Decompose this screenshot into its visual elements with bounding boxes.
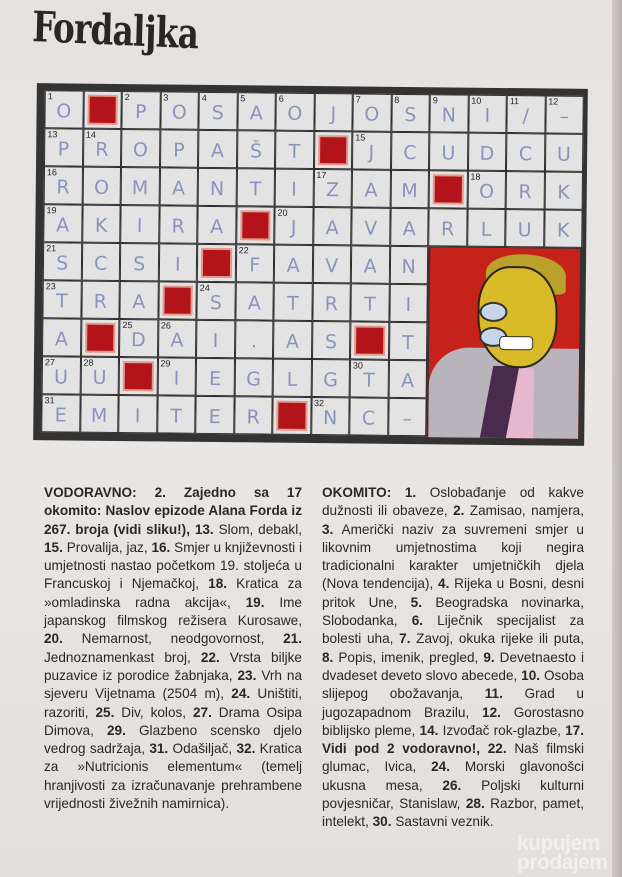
crossword-cell[interactable] <box>119 319 158 357</box>
crossword-cell[interactable] <box>391 94 430 132</box>
crossword-cell[interactable] <box>82 205 121 243</box>
crossword-cell[interactable] <box>42 356 81 394</box>
crossword-cell[interactable] <box>313 169 352 207</box>
handwritten-letter: R <box>93 290 108 313</box>
crossword-cell[interactable] <box>43 242 82 280</box>
clues-heading: OKOMITO: <box>322 485 405 500</box>
crossword-cell[interactable] <box>313 207 352 245</box>
watermark-line-1: kupujem <box>517 832 600 855</box>
crossword-cell[interactable] <box>352 169 391 207</box>
handwritten-letter: N <box>322 407 338 430</box>
clue-number: 15 <box>355 132 366 143</box>
handwritten-letter: C <box>518 143 533 166</box>
handwritten-letter: F <box>249 254 261 277</box>
handwritten-letter: N <box>441 104 457 127</box>
clues-vertical <box>322 484 584 832</box>
handwritten-letter: I <box>174 253 181 276</box>
handwritten-letter: L <box>286 368 298 391</box>
handwritten-letter: U <box>517 219 532 242</box>
handwritten-letter: O <box>171 101 187 124</box>
crossword-cell[interactable] <box>197 206 236 244</box>
crossword-cell[interactable] <box>274 207 313 245</box>
crossword-cell[interactable] <box>429 94 468 132</box>
handwritten-letter: C <box>361 407 376 430</box>
handwritten-letter: A <box>249 102 263 125</box>
clue-item: 28. Razbor, pamet, intelekt, <box>322 796 584 830</box>
handwritten-letter: I <box>405 293 412 317</box>
page-edge <box>612 0 622 877</box>
handwritten-letter: D <box>479 142 495 165</box>
crossword-cell[interactable] <box>196 358 235 396</box>
clue-number: 32 <box>313 398 325 409</box>
handwritten-letter: R <box>246 406 260 429</box>
crossword-cell[interactable] <box>80 357 119 395</box>
crossword-cell[interactable] <box>42 318 81 356</box>
handwritten-letter: I <box>291 178 297 201</box>
crossword-cell[interactable] <box>350 283 389 321</box>
crossword-cell[interactable] <box>234 396 273 434</box>
clue-item: 25. Div, kolos, <box>95 704 193 720</box>
clue-item: 7. Zavoj, okuka rijeke ili puta, <box>399 631 584 647</box>
crossword-cell[interactable] <box>544 133 583 171</box>
clue-item: 11. Grad u jugozapadnom Brazilu, <box>322 686 584 720</box>
handwritten-letter: R <box>518 181 532 204</box>
handwritten-letter: I <box>134 405 141 428</box>
crossword-cell[interactable] <box>83 129 122 167</box>
clue-number: 26 <box>160 320 171 331</box>
crossword-cell[interactable] <box>157 357 196 395</box>
crossword-cell[interactable] <box>160 91 199 129</box>
clue-item: 4. Rijeka u Bosni, desni pritok Une, <box>322 576 584 610</box>
black-square <box>158 281 197 319</box>
crossword-cell[interactable] <box>235 282 274 320</box>
clue-item: 14. Izvođač rok-glazbe, <box>419 722 566 738</box>
clue-number: 8 <box>394 94 400 105</box>
clue-number: 18 <box>470 171 481 182</box>
clue-item: 13. Slom, debakl, <box>194 521 302 537</box>
handwritten-letter: . <box>250 330 258 353</box>
clue-number: 4 <box>201 92 207 103</box>
clue-number: 29 <box>160 358 171 369</box>
handwritten-letter: M <box>131 177 149 200</box>
handwritten-letter: G <box>246 368 262 391</box>
handwritten-letter: O <box>478 180 495 203</box>
crossword-cell[interactable] <box>389 322 428 360</box>
crossword-cell[interactable] <box>196 320 235 358</box>
handwritten-letter: M <box>401 179 418 203</box>
handwritten-letter: Z <box>325 179 340 202</box>
crossword-cell[interactable] <box>390 208 429 246</box>
handwritten-letter: V <box>364 217 378 240</box>
crossword-cell[interactable] <box>312 245 351 283</box>
clue-number: 1 <box>47 91 53 102</box>
clue-number: 23 <box>45 281 56 292</box>
clue-number: 25 <box>122 320 133 331</box>
clue-number: 14 <box>85 129 96 140</box>
clue-number: 19 <box>46 205 57 216</box>
clue-number: 30 <box>352 360 364 371</box>
crossword-cell[interactable] <box>312 321 351 359</box>
handwritten-letter: S <box>133 253 146 276</box>
handwritten-letter: S <box>324 331 338 354</box>
clues-horizontal <box>44 484 302 813</box>
handwritten-letter: O <box>287 102 303 125</box>
handwritten-letter: O <box>93 176 110 199</box>
handwritten-letter: O <box>56 100 72 123</box>
clue-item: 10. Osoba slijepog obožavanja, <box>322 667 584 702</box>
crossword-cell[interactable] <box>350 359 389 397</box>
crossword-cell[interactable] <box>275 169 314 207</box>
handwritten-letter: A <box>363 255 377 278</box>
handwritten-letter: A <box>210 215 224 239</box>
crossword-cell[interactable] <box>389 284 428 322</box>
clue-item: 22. Naš filmski glumac, Ivica, <box>322 741 584 775</box>
crossword-cell[interactable] <box>349 397 388 435</box>
clue-number: 27 <box>44 357 56 368</box>
clue-item: 18. Kratica za »omladinska radna akcija«, <box>44 576 302 610</box>
clue-number: 22 <box>238 245 249 256</box>
crossword-cell[interactable] <box>390 132 429 170</box>
clue-number: 28 <box>83 357 94 368</box>
handwritten-letter: G <box>323 369 339 392</box>
clue-item: 24. Morski glavonošci ukusna mesa, <box>322 759 584 793</box>
handwritten-letter: A <box>247 292 261 315</box>
crossword-cell[interactable] <box>275 131 314 169</box>
crossword-cell[interactable] <box>390 170 429 208</box>
clue-item: 26. Poljski kulturni povjesničar, Stanislaw, <box>322 777 584 812</box>
handwritten-letter: U <box>92 366 107 389</box>
watermark-line-2: prodajem <box>517 851 608 874</box>
clue-number: 5 <box>240 93 246 104</box>
clue-item: 16. Smjer u književnosti i umjetnosti nastao početkom 19. stoljeća u Francuskoj i Njemačkoj, <box>44 539 302 592</box>
handwritten-letter: A <box>325 217 339 240</box>
grin-shape <box>499 336 533 350</box>
crossword-cell[interactable] <box>275 93 314 131</box>
handwritten-letter: O <box>132 139 149 162</box>
black-square <box>81 319 120 357</box>
crossword-cell[interactable] <box>120 243 159 281</box>
clue-item: 20. Nemarnost, neodgovornost, <box>44 631 284 647</box>
crossword-cell[interactable] <box>81 243 120 281</box>
handwritten-letter: E <box>54 404 67 427</box>
handwritten-letter: N <box>401 255 416 279</box>
clue-number: 11 <box>509 96 520 107</box>
clue-number: 3 <box>163 92 169 103</box>
clue-item: 12. Gorostasno biblijsko pleme, <box>322 704 584 738</box>
handwritten-letter: Š <box>249 140 263 163</box>
handwritten-letter: I <box>484 104 491 127</box>
crossword-cell[interactable] <box>544 209 583 247</box>
crossword-cell[interactable] <box>198 168 237 206</box>
crossword-cell[interactable] <box>351 245 390 283</box>
crossword-cell[interactable] <box>119 281 158 319</box>
crossword-cell[interactable] <box>388 398 427 436</box>
clue-item: 31. Odašiljač, <box>149 741 237 757</box>
handwritten-letter: I <box>173 367 180 390</box>
handwritten-letter: A <box>170 329 184 352</box>
puzzle-title: Fordaljka <box>31 2 199 59</box>
handwritten-letter: S <box>56 252 69 275</box>
handwritten-letter: I <box>136 215 143 238</box>
crossword-cell[interactable] <box>506 95 545 133</box>
handwritten-letter: – <box>402 407 413 431</box>
crossword-cell[interactable] <box>235 320 274 358</box>
clue-number: 6 <box>278 93 284 104</box>
black-square <box>272 397 311 435</box>
handwritten-letter: L <box>480 218 492 241</box>
crossword-cell[interactable] <box>44 166 83 204</box>
black-square <box>429 170 468 208</box>
handwritten-letter: J <box>368 141 375 164</box>
handwritten-letter: A <box>286 254 300 277</box>
black-square <box>236 206 275 244</box>
clue-number: 2 <box>124 92 130 103</box>
crossword-cell[interactable] <box>160 129 199 167</box>
handwritten-letter: C <box>93 252 108 275</box>
handwritten-letter: T <box>402 331 414 355</box>
handwritten-letter: R <box>171 215 185 238</box>
clue-number: 17 <box>316 170 327 181</box>
crossword-cell[interactable] <box>159 205 198 243</box>
crossword-cell[interactable] <box>121 129 160 167</box>
crossword-cell[interactable] <box>545 95 584 133</box>
handwritten-letter: N <box>209 177 225 201</box>
handwritten-letter: A <box>210 139 225 163</box>
handwritten-letter: A <box>400 369 415 393</box>
crossword-cell[interactable] <box>388 360 427 398</box>
handwritten-letter: J <box>290 216 297 239</box>
clue-item: 9. Devetnaesto i dvadeset deveto slovo abecede, <box>322 649 584 683</box>
crossword-cell[interactable] <box>467 209 506 247</box>
crossword-cell[interactable] <box>121 91 160 129</box>
handwritten-letter: A <box>364 179 378 202</box>
crossword-cell[interactable] <box>195 396 234 434</box>
clue-number: 16 <box>46 167 58 178</box>
black-square <box>197 244 236 282</box>
handwritten-letter: P <box>134 101 147 124</box>
crossword-cell[interactable] <box>121 167 160 205</box>
clue-item: 22. Vrsta biljke puzavice iz porodice žabnjaka, <box>44 649 302 683</box>
handwritten-letter: A <box>402 217 416 241</box>
crossword-cell[interactable] <box>237 130 276 168</box>
clue-number: 24 <box>199 282 210 293</box>
handwritten-letter: A <box>54 328 69 351</box>
handwritten-letter: S <box>209 291 222 315</box>
handwritten-letter: I <box>212 329 219 353</box>
handwritten-letter: T <box>249 178 262 201</box>
clue-item: 17. Vidi pod 2 vodoravno!, <box>322 722 584 757</box>
crossword-cell[interactable] <box>198 92 237 130</box>
handwritten-letter: – <box>559 105 570 128</box>
clue-item: 15. Provalija, jaz, <box>44 539 152 555</box>
handwritten-letter: T <box>363 293 376 316</box>
crossword-cell[interactable] <box>273 321 312 359</box>
crossword-cell[interactable] <box>158 243 197 281</box>
clue-number: 31 <box>44 395 55 406</box>
clue-item: 29. Glazbeno scensko djelo vedrog sadržaja, <box>44 722 302 757</box>
watermark-logo <box>517 834 608 872</box>
crossword-cell[interactable] <box>467 171 506 209</box>
clue-item: 5. Beogradska novinarka, Slobodanka, <box>322 594 584 629</box>
handwritten-letter: A <box>171 177 186 200</box>
handwritten-letter: U <box>53 366 69 389</box>
crossword-cell[interactable] <box>81 281 120 319</box>
crossword-cell[interactable] <box>43 204 82 242</box>
crossword-cell[interactable] <box>118 395 157 433</box>
handwritten-letter: K <box>94 214 108 237</box>
crossword-frame <box>33 83 588 446</box>
crossword-cell[interactable] <box>196 282 235 320</box>
glasses-icon <box>479 302 539 321</box>
handwritten-letter: P <box>57 138 70 161</box>
handwritten-letter: E <box>208 405 221 429</box>
clue-item: 8. Popis, imenik, pregled, <box>322 649 484 665</box>
crossword-cell[interactable] <box>352 93 391 131</box>
handwritten-letter: R <box>56 176 70 199</box>
crossword-cell[interactable] <box>505 209 544 247</box>
crossword-cell[interactable] <box>506 133 545 171</box>
crossword-cell[interactable] <box>352 131 391 169</box>
handwritten-letter: K <box>556 219 570 242</box>
clues-heading: VODORAVNO: <box>44 485 155 500</box>
crossword-cell[interactable] <box>314 93 353 131</box>
handwritten-letter: P <box>173 139 185 162</box>
clue-item: 32. Kratica za »Nutricionis elementum« (temelj hranjivosti za izračunavanje prehrambene vrijednosti živežnih namirnica). <box>44 741 302 812</box>
crossword-cell[interactable] <box>273 359 312 397</box>
crossword-cell[interactable] <box>311 359 350 397</box>
clue-number: 13 <box>47 129 58 140</box>
crossword-cell[interactable] <box>273 283 312 321</box>
character-portrait <box>426 247 580 439</box>
clue-item: 2. Zamisao, namjera, <box>453 503 584 519</box>
crossword-cell[interactable] <box>312 283 351 321</box>
crossword-cell[interactable] <box>389 246 428 284</box>
crossword-cell[interactable] <box>234 358 273 396</box>
crossword-cell[interactable] <box>467 133 506 171</box>
crossword-cell[interactable] <box>237 92 276 130</box>
clue-item: 19. Ime japanskog filmskog režisera Kurosawe, <box>44 594 302 629</box>
handwritten-letter: E <box>208 367 222 391</box>
crossword-cell[interactable] <box>44 90 83 128</box>
crossword-cell[interactable] <box>41 394 80 432</box>
handwritten-letter: A <box>132 291 146 314</box>
handwritten-letter: T <box>55 290 68 313</box>
black-square <box>313 131 352 169</box>
clue-item: 2. Zajedno sa 17 okomito: Naslov epizode Alana Forda iz 267. broja (vidi sliku!), <box>44 485 303 537</box>
handwritten-letter: / <box>522 105 530 128</box>
crossword-cell[interactable] <box>274 245 313 283</box>
handwritten-letter: T <box>286 292 299 315</box>
handwritten-letter: K <box>557 181 570 204</box>
handwritten-letter: V <box>325 255 339 278</box>
clue-item: 24. Uništiti, razoriti, <box>44 686 302 720</box>
crossword-cell[interactable] <box>120 205 159 243</box>
handwritten-letter: S <box>211 101 224 125</box>
crossword-cell[interactable] <box>311 397 350 435</box>
black-square <box>119 357 158 395</box>
handwritten-letter: O <box>364 103 380 126</box>
handwritten-letter: A <box>285 330 300 353</box>
crossword-cell[interactable] <box>157 395 196 433</box>
clue-item: 30. Sastavni veznik. <box>372 814 494 830</box>
crossword-cell[interactable] <box>82 167 121 205</box>
handwritten-letter: U <box>441 142 456 165</box>
crossword-cell[interactable] <box>158 319 197 357</box>
clue-number: 9 <box>432 95 438 106</box>
handwritten-letter: J <box>330 103 337 126</box>
crossword-cell[interactable] <box>429 132 468 170</box>
clue-number: 20 <box>277 207 288 218</box>
crossword-cell[interactable] <box>159 167 198 205</box>
clue-number: 12 <box>548 96 559 107</box>
handwritten-letter: U <box>556 143 571 166</box>
clue-item: 1. Oslobađanje od kakve dužnosti ili obaveze, <box>322 485 584 519</box>
clue-item: 23. Vrh na sjeveru Vijetnama (2504 m), <box>44 667 302 702</box>
handwritten-letter: D <box>131 329 146 352</box>
crossword-cell[interactable] <box>544 171 583 209</box>
handwritten-letter: R <box>95 138 109 161</box>
handwritten-letter: T <box>363 369 375 392</box>
crossword-cell[interactable] <box>351 207 390 245</box>
handwritten-letter: R <box>440 218 455 241</box>
clue-item: 3. Američki naziv za suvremeni smjer u likovnim umjetnostima koji negira tradicionalni karakter umjetničkih djela (Nova tendencija), <box>322 521 584 592</box>
handwritten-letter: R <box>324 293 339 316</box>
handwritten-letter: S <box>404 103 417 127</box>
clue-number: 7 <box>355 94 361 105</box>
crossword-cell[interactable] <box>468 95 507 133</box>
clue-number: 10 <box>471 95 482 106</box>
handwritten-letter: T <box>170 405 183 428</box>
handwritten-letter: A <box>56 214 70 237</box>
crossword-cell[interactable] <box>44 128 83 166</box>
handwritten-letter: T <box>288 140 301 163</box>
clue-number: 21 <box>46 243 57 254</box>
crossword-cell[interactable] <box>80 395 119 433</box>
handwritten-letter: C <box>403 141 417 165</box>
clue-item: 21. Jednoznamenkast broj, <box>44 631 302 665</box>
black-square <box>83 91 122 129</box>
crossword-cell[interactable] <box>198 130 237 168</box>
clue-item: 27. Drama Osipa Dimova, <box>44 704 302 738</box>
black-square <box>350 321 389 359</box>
crossword-cell[interactable] <box>506 171 545 209</box>
crossword-cell[interactable] <box>236 168 275 206</box>
handwritten-letter: M <box>90 404 108 427</box>
crossword-cell[interactable] <box>235 244 274 282</box>
crossword-cell[interactable] <box>428 208 467 246</box>
clue-item: 6. Liječnik specijalist za bolesti uha, <box>322 613 584 647</box>
crossword-cell[interactable] <box>42 280 81 318</box>
